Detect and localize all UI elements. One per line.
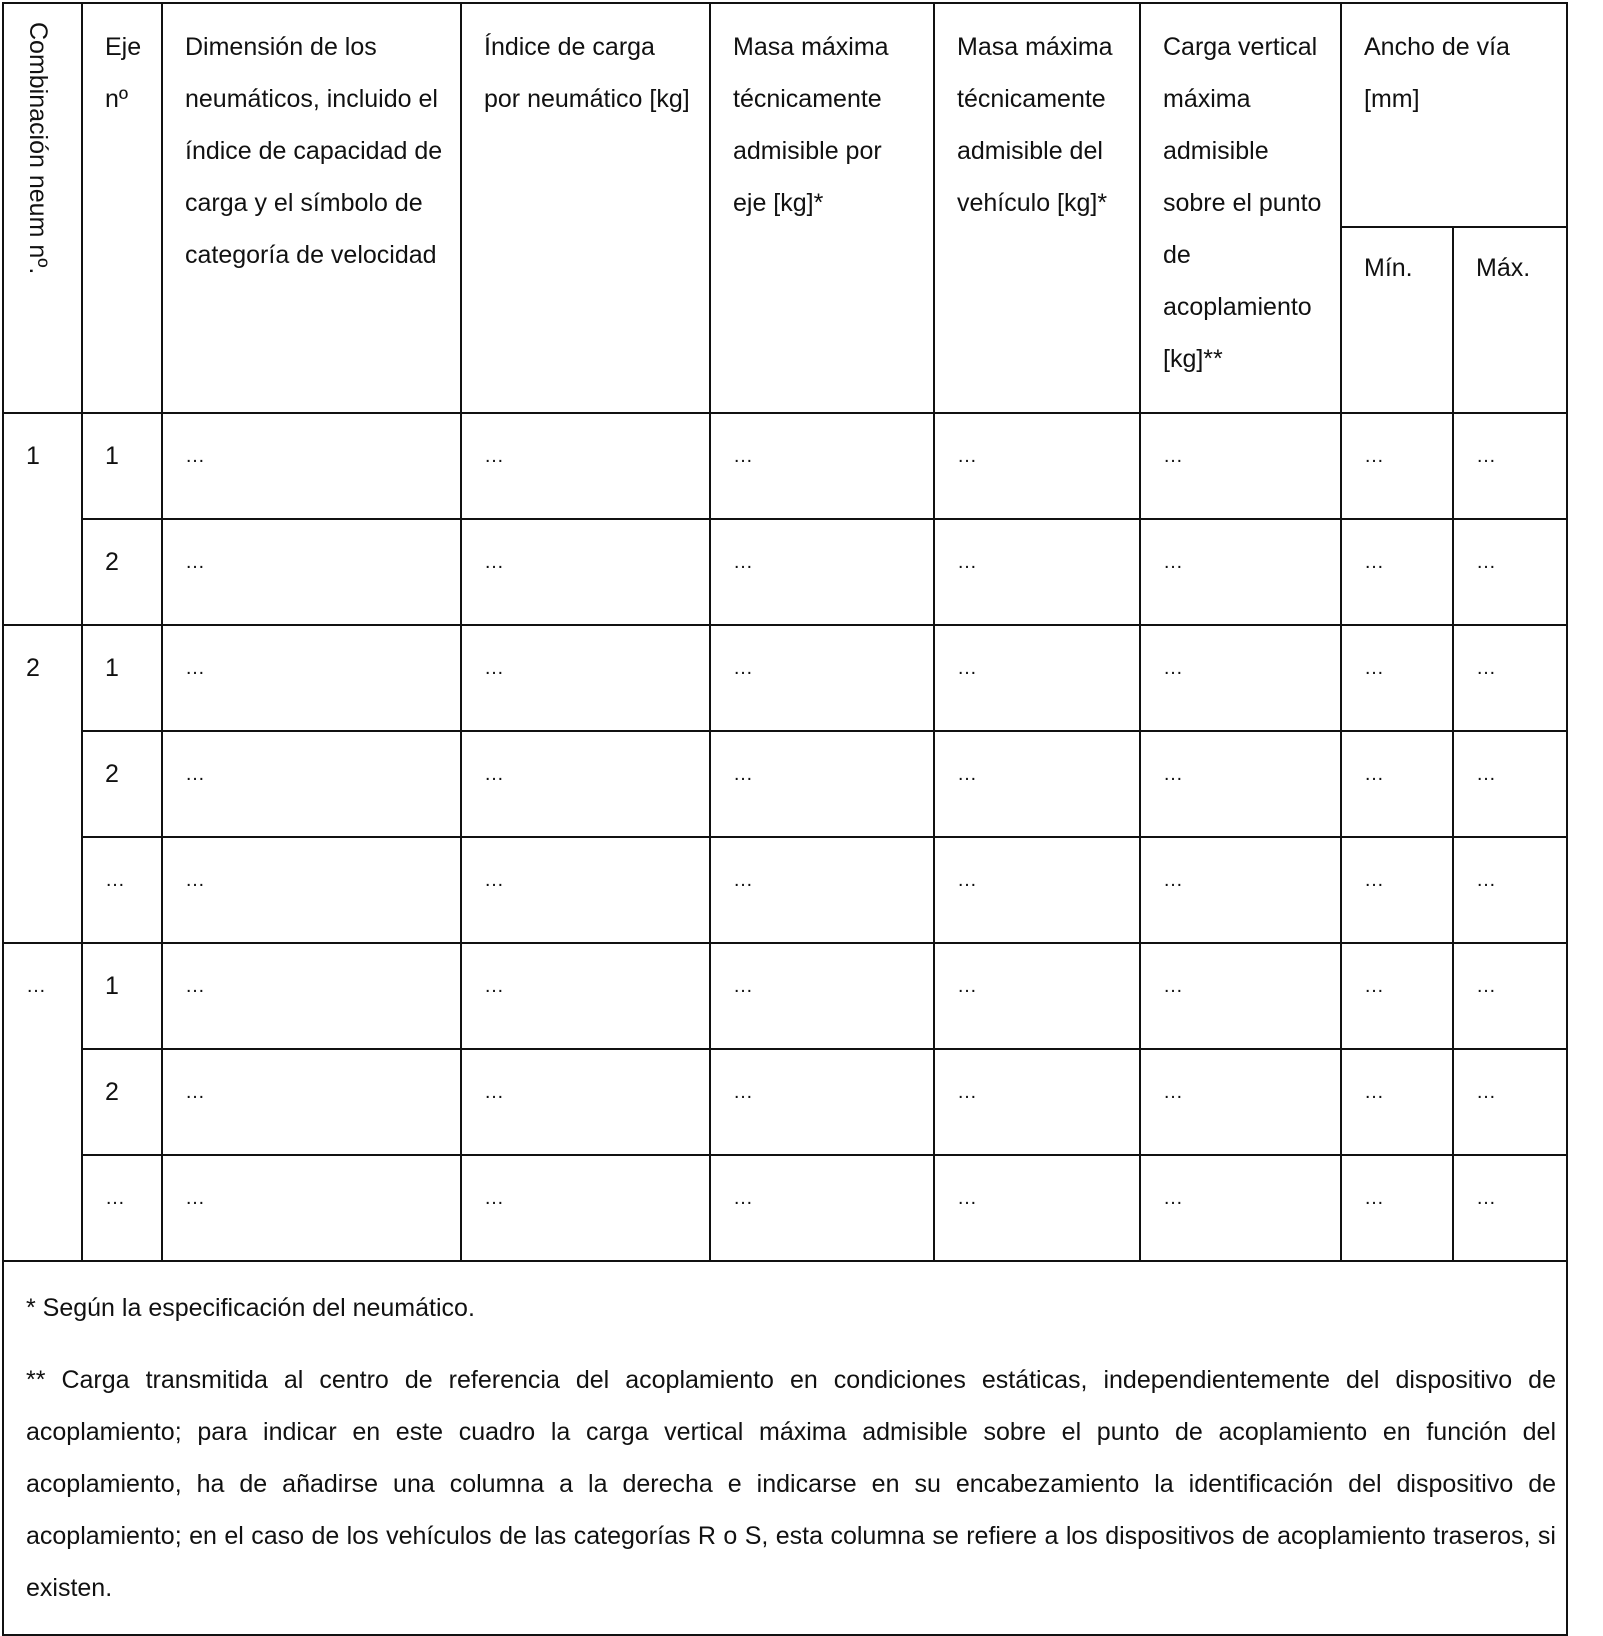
cell-value: …	[934, 1049, 1140, 1155]
cell-value: …	[934, 837, 1140, 943]
cell-value: …	[1341, 1155, 1453, 1261]
footnote-single-asterisk: * Según la especificación del neumático.	[26, 1294, 475, 1322]
cell-value: …	[162, 943, 461, 1049]
cell-value: …	[1341, 1049, 1453, 1155]
cell-value: …	[1140, 625, 1341, 731]
cell-value: …	[710, 837, 934, 943]
cell-eje: …	[82, 837, 162, 943]
header-combinacion-text: Combinación neum nº.	[24, 22, 52, 275]
header-carga-vertical: Carga vertical máxima admisible sobre el punto de acoplamiento [kg]**	[1140, 3, 1341, 413]
cell-eje: 2	[82, 1049, 162, 1155]
cell-value: …	[461, 625, 710, 731]
cell-value: …	[1453, 625, 1567, 731]
cell-value: …	[162, 413, 461, 519]
notes-row	[3, 1261, 1567, 1635]
header-masa-eje: Masa máxima técnicamente admisible por eje [kg]*	[710, 3, 934, 413]
cell-eje: 1	[82, 943, 162, 1049]
cell-value: …	[1140, 1155, 1341, 1261]
cell-value: …	[934, 1155, 1140, 1261]
cell-value: …	[934, 731, 1140, 837]
cell-value: …	[1140, 519, 1341, 625]
cell-value: …	[1453, 1155, 1567, 1261]
cell-eje: 1	[82, 625, 162, 731]
cell-eje: 2	[82, 731, 162, 837]
cell-value: …	[1341, 837, 1453, 943]
cell-value: …	[934, 943, 1140, 1049]
cell-value: …	[1341, 413, 1453, 519]
footnote-double-asterisk: ** Carga transmitida al centro de referencia del acoplamiento en condiciones estáticas, independientemente del dispositivo de acoplamiento; para indicar en este cuadro la carga vertical máxima admisible sobre el punto de acoplamiento en función del acoplamiento, ha de añadirse una columna a la derecha e indicarse en su encabezamiento la identificación del dispositivo de acoplamiento; en el caso de los vehículos de las categorías R o S, esta columna se refiere a los dispositivos de acoplamiento traseros, si existen.	[26, 1366, 1556, 1602]
tyre-combination-table	[2, 2, 1568, 1636]
header-eje: Eje nº	[82, 3, 162, 413]
cell-value: …	[710, 413, 934, 519]
cell-value: …	[710, 943, 934, 1049]
table-row	[3, 1049, 1567, 1155]
cell-value: …	[461, 943, 710, 1049]
cell-value: …	[710, 519, 934, 625]
cell-combinacion: 1	[3, 413, 82, 625]
cell-value: …	[162, 519, 461, 625]
cell-value: …	[1140, 731, 1341, 837]
cell-combinacion: …	[3, 943, 82, 1261]
cell-value: …	[1453, 519, 1567, 625]
header-ancho-via-text: Ancho de vía [mm]	[1364, 33, 1510, 113]
cell-value: …	[1140, 837, 1341, 943]
header-masa-vehiculo: Masa máxima técnicamente admisible del vehículo [kg]*	[934, 3, 1140, 413]
table-row	[3, 413, 1567, 519]
cell-value: …	[1341, 943, 1453, 1049]
cell-value: …	[710, 731, 934, 837]
cell-value: …	[1341, 731, 1453, 837]
header-max: Máx.	[1453, 227, 1567, 413]
header-min: Mín.	[1341, 227, 1453, 413]
cell-value: …	[934, 413, 1140, 519]
cell-value: …	[1140, 1049, 1341, 1155]
cell-value: …	[934, 519, 1140, 625]
cell-value: …	[162, 837, 461, 943]
cell-value: …	[461, 519, 710, 625]
table-row	[3, 943, 1567, 1049]
cell-value: …	[162, 1155, 461, 1261]
tyre-table-container	[2, 2, 1566, 1602]
cell-value: …	[162, 625, 461, 731]
cell-value: …	[162, 1049, 461, 1155]
cell-eje: …	[82, 1155, 162, 1261]
table-row	[3, 625, 1567, 731]
cell-value: …	[162, 731, 461, 837]
cell-value: …	[1453, 837, 1567, 943]
cell-eje: 2	[82, 519, 162, 625]
cell-value: …	[1453, 1049, 1567, 1155]
cell-value: …	[1341, 625, 1453, 731]
cell-value: …	[1453, 413, 1567, 519]
cell-value: …	[710, 625, 934, 731]
header-ancho-via	[1341, 3, 1567, 227]
cell-value: …	[461, 837, 710, 943]
cell-value: …	[1453, 731, 1567, 837]
cell-value: …	[710, 1155, 934, 1261]
table-row	[3, 1155, 1567, 1261]
header-dimension: Dimensión de los neumáticos, incluido el índice de capacidad de carga y el símbolo de categoría de velocidad	[162, 3, 461, 413]
cell-value: …	[1453, 943, 1567, 1049]
header-indice-carga: Índice de carga por neumático [kg]	[461, 3, 710, 413]
cell-eje: 1	[82, 413, 162, 519]
cell-combinacion: 2	[3, 625, 82, 943]
cell-value: …	[1140, 943, 1341, 1049]
table-row	[3, 731, 1567, 837]
cell-value: …	[934, 625, 1140, 731]
header-combinacion	[3, 3, 82, 413]
cell-value: …	[461, 1155, 710, 1261]
footnotes	[3, 1261, 1567, 1635]
cell-value: …	[1140, 413, 1341, 519]
cell-value: …	[710, 1049, 934, 1155]
table-row	[3, 519, 1567, 625]
cell-value: …	[461, 1049, 710, 1155]
cell-value: …	[461, 413, 710, 519]
table-row	[3, 837, 1567, 943]
cell-value: …	[461, 731, 710, 837]
cell-value: …	[1341, 519, 1453, 625]
